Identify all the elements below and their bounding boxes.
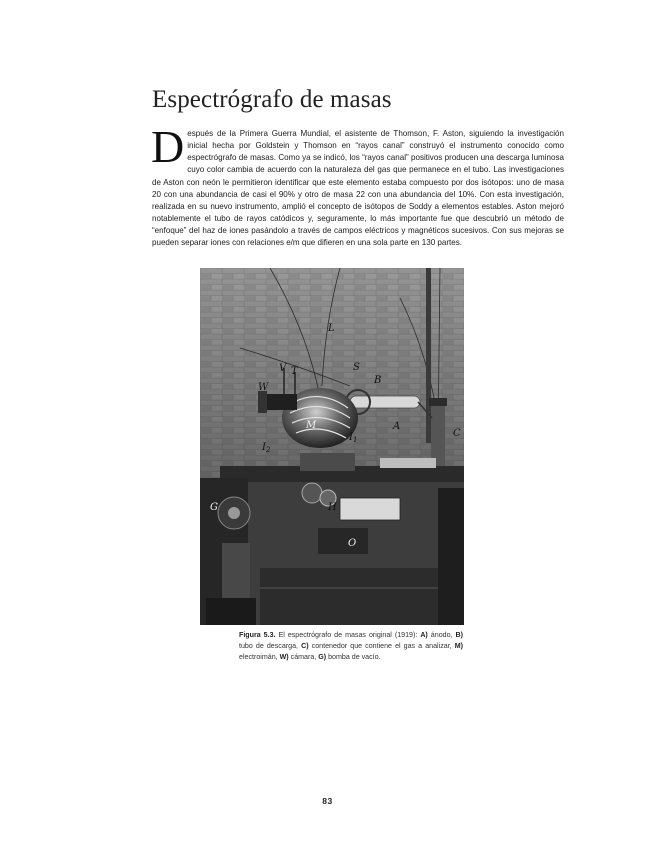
photo-label-i2-letter: I <box>262 442 266 453</box>
caption-key-a: A) <box>420 631 428 639</box>
page-number: 83 <box>322 796 333 806</box>
photo-label-m: M <box>306 420 317 431</box>
photo-label-g: G <box>210 502 218 513</box>
photo-label-c: C <box>453 428 461 439</box>
figure-caption <box>239 630 463 662</box>
photo-label-b: B <box>374 375 382 386</box>
caption-text-w: cámara, <box>288 652 319 661</box>
photo-label-t: T <box>291 366 298 377</box>
photo-label-v: V <box>279 363 287 374</box>
caption-key-b: B) <box>455 631 464 639</box>
caption-text-g: bomba de vacío. <box>326 652 381 661</box>
photo-label-a: A <box>393 421 401 432</box>
photo-label-w: W <box>258 382 269 393</box>
page-title: Espectrógrafo de masas <box>152 86 392 113</box>
caption-key-w: W) <box>279 652 289 661</box>
photo-label-o: O <box>348 538 357 549</box>
mass-spectrograph-photo <box>200 268 464 625</box>
caption-label: Figura 5.3. <box>239 631 276 639</box>
body-paragraph <box>151 121 564 250</box>
caption-intro: El espectrógrafo de masas original (1919): <box>275 631 421 639</box>
photo-label-l: L <box>328 323 335 334</box>
photo-label-s: S <box>353 362 360 373</box>
caption-key-m: M) <box>454 641 463 650</box>
photo-label-h: H <box>328 502 337 513</box>
figure-photo <box>200 268 464 625</box>
photo-label-i1-letter: I <box>349 432 353 443</box>
caption-key-c: C) <box>301 641 309 650</box>
drop-cap: D <box>151 121 185 172</box>
caption-text-a: ánodo, <box>427 631 456 639</box>
photo-label-i1-sub: 1 <box>352 436 358 444</box>
caption-text-b: tubo de descarga, <box>239 641 302 650</box>
caption-text-c: contenedor que contiene el gas a analizar, <box>308 641 455 650</box>
caption-text-m: electroimán, <box>239 652 280 661</box>
paragraph-text: espués de la Primera Guerra Mundial, el asistente de Thomson, F. Aston, siguiendo la investigación inicial hecha por Goldstein y Thomson en “rayos canal” construyó el instrumento conocido como espectrógrafo de masas. Como ya se indicó, los “rayos canal” positivos producen una descarga luminosa cuyo color cambia de acuerdo con la naturaleza del gas que permanece en el tubo. Las investigaciones de Aston con neón le permitieron identificar que este elemento estaba compuesto por dos isótopos: uno de masa 20 con una abundancia de casi el 90% y otro de masa 22 con una abundancia del 10%. Con esta investigación, realizada en su nuevo instrumento, amplió el concepto de isótopos de Soddy a elementos estables. Aston mejoró notablemente el tubo de rayos catódicos y, seguramente, lo más importante fue que descubrió un método de “enfoque” del haz de iones pasándolo a través de campos eléctricos y magnéticos sucesivos. Con sus mejoras se pueden separar iones con relaciones e/m que difieren en una sola parte en 130 partes. <box>152 129 564 248</box>
photo-label-i2-sub: 2 <box>265 446 271 454</box>
caption-key-g: G) <box>318 652 327 661</box>
